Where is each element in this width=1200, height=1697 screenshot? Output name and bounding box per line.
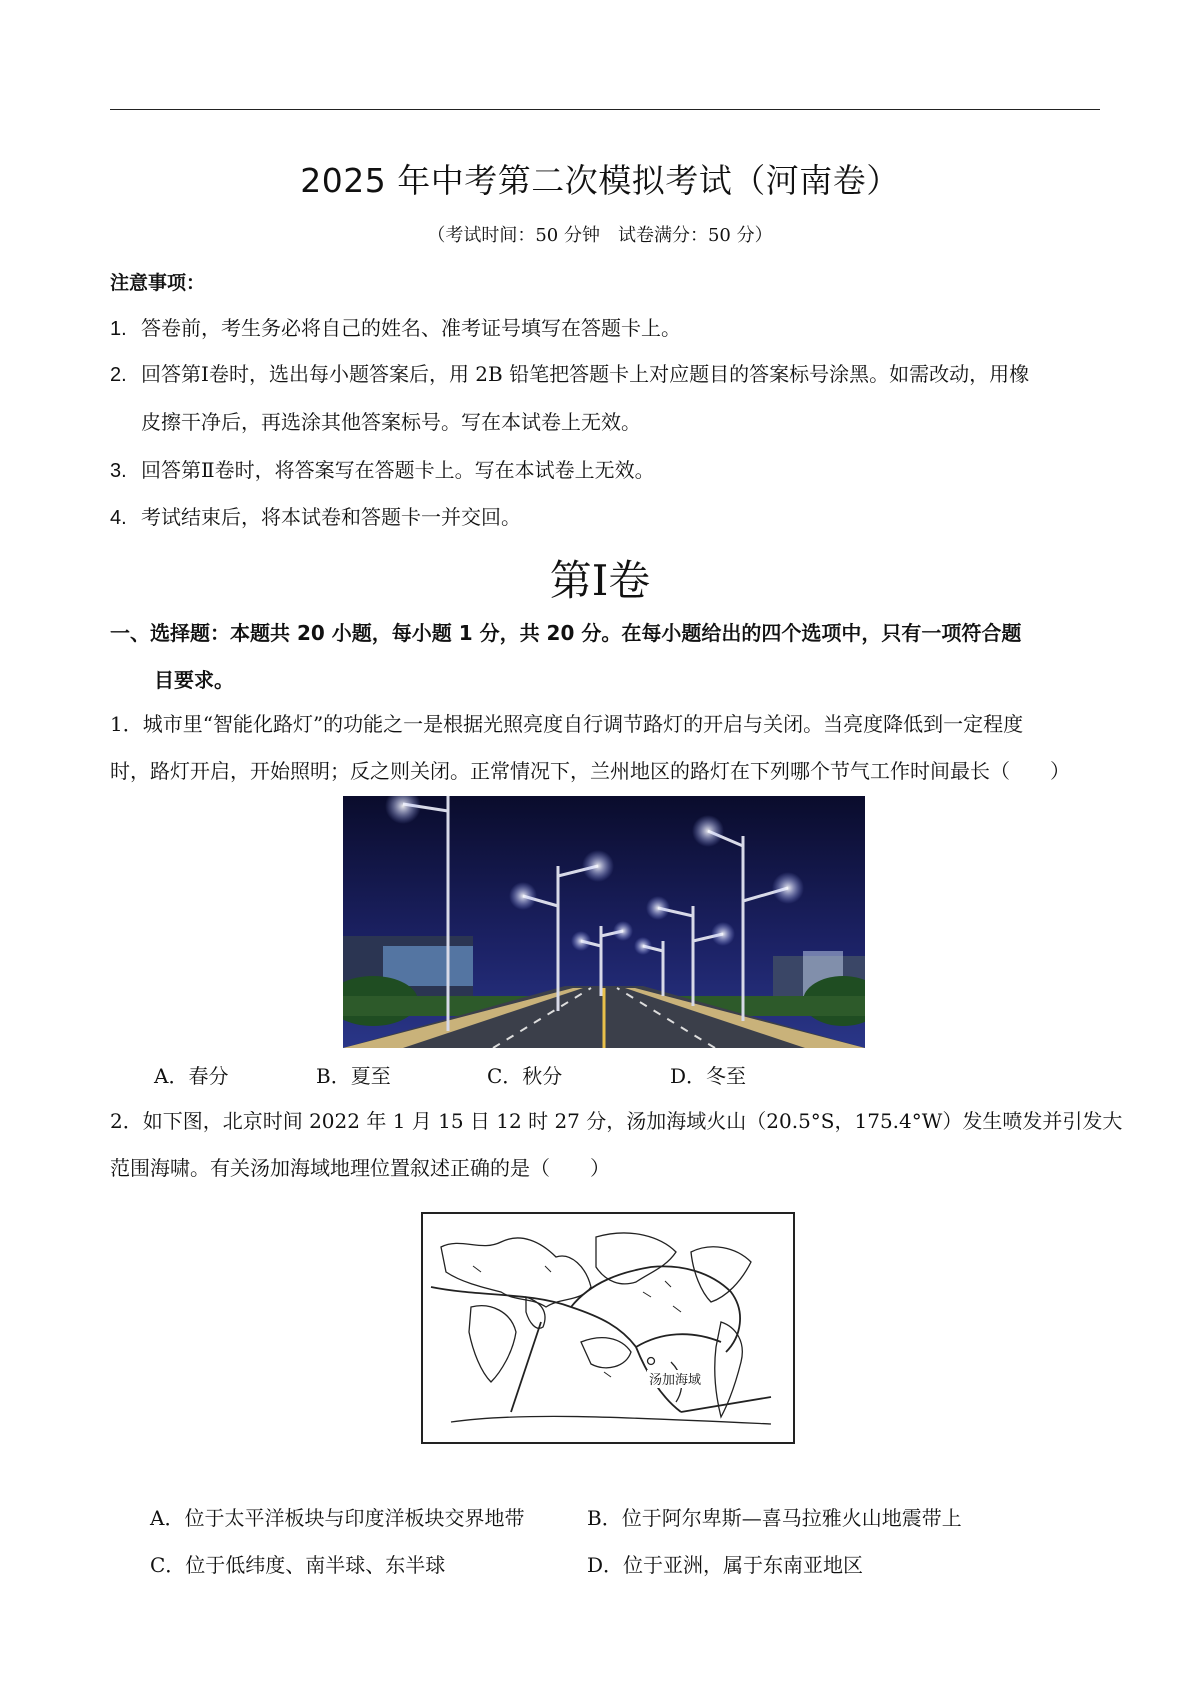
question-1-option-c: C．秋分 <box>487 1064 563 1088</box>
question-1-stem: 1．城市里“智能化路灯”的功能之一是根据光照亮度自行调节路灯的开启与关闭。当亮度降低到一定程度 <box>110 712 1024 736</box>
question-2-option-c: C．位于低纬度、南半球、东半球 <box>150 1553 446 1577</box>
notice-item: 3. 回答第Ⅱ卷时，将答案写在答题卡上。写在本试卷上无效。 <box>110 458 655 482</box>
map-label-tonga: 汤加海域 <box>649 1373 702 1388</box>
question-1-option-a: A．春分 <box>154 1064 229 1088</box>
question-1-option-b: B．夏至 <box>316 1064 391 1088</box>
notice-heading: 注意事项： <box>110 272 206 294</box>
question-1-stem-continued: 时，路灯开启，开始照明；反之则关闭。正常情况下，兰州地区的路灯在下列哪个节气工作时间最长（ ） <box>110 759 1070 783</box>
question-2-option-d: D．位于亚洲，属于东南亚地区 <box>587 1553 864 1577</box>
exam-subtitle: （考试时间：50 分钟 试卷满分：50 分） <box>427 225 773 246</box>
notice-item: 1. 答卷前，考生务必将自己的姓名、准考证号填写在答题卡上。 <box>110 316 682 340</box>
question-1-option-d: D．冬至 <box>670 1064 747 1088</box>
section-heading: 一、选择题：本题共 20 小题，每小题 1 分，共 20 分。在每小题给出的四个选项中，只有一项符合题 <box>110 621 1022 645</box>
section-heading-continued: 目要求。 <box>154 668 234 692</box>
notice-item: 4. 考试结束后，将本试卷和答题卡一并交回。 <box>110 505 522 529</box>
notice-item: 2. 回答第Ⅰ卷时，选出每小题答案后，用 2B 铅笔把答题卡上对应题目的答案标号涂黑。如需改动，用橡 <box>110 362 1030 386</box>
streetlight-photo <box>343 796 865 1048</box>
notice-item-continued: 皮擦干净后，再选涂其他答案标号。写在本试卷上无效。 <box>141 410 641 434</box>
header-rule <box>110 109 1100 110</box>
volume-title: 第I卷 <box>549 556 651 605</box>
question-2-option-a: A．位于太平洋板块与印度洋板块交界地带 <box>150 1506 525 1530</box>
plate-map <box>421 1212 795 1444</box>
question-2-stem: 2．如下图，北京时间 2022 年 1 月 15 日 12 时 27 分，汤加海域火山（20.5°S，175.4°W）发生喷发并引发大 <box>110 1109 1123 1133</box>
exam-title: 2025 年中考第二次模拟考试（河南卷） <box>300 161 900 200</box>
question-2-option-b: B．位于阿尔卑斯—喜马拉雅火山地震带上 <box>587 1506 962 1530</box>
question-2-stem-continued: 范围海啸。有关汤加海域地理位置叙述正确的是（ ） <box>110 1156 610 1180</box>
